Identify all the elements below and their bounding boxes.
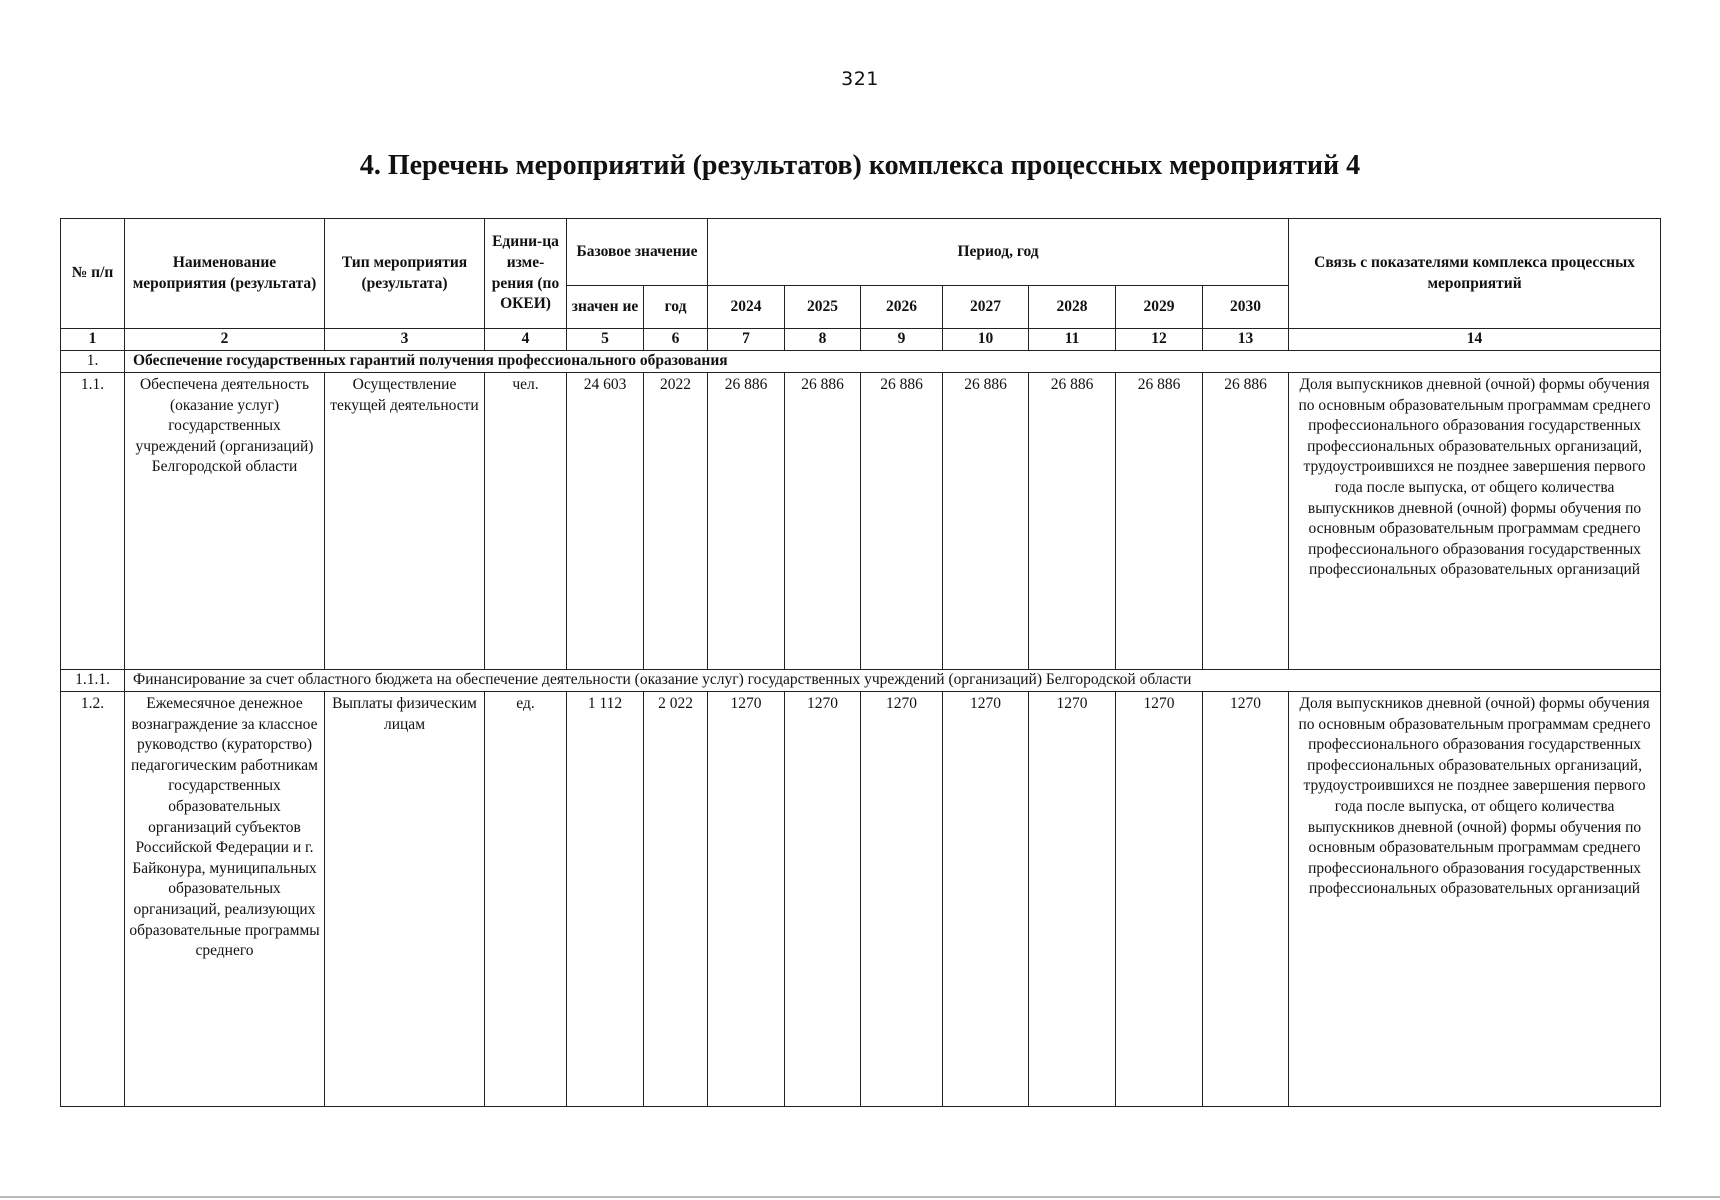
subsection-title: Финансирование за счет областного бюджета на обеспечение деятельности (оказание услуг) государственных учреждений (организаций) Белгородской области (125, 670, 1661, 692)
column-number: 8 (785, 329, 861, 351)
header-year: 2027 (943, 286, 1029, 329)
row-value-2026: 26 886 (861, 373, 943, 670)
header-type: Тип мероприятия (результата) (325, 219, 485, 329)
measures-table (60, 218, 1661, 1107)
column-number: 14 (1289, 329, 1661, 351)
row-value-2030: 26 886 (1203, 373, 1289, 670)
table-row (61, 373, 1661, 670)
header-year: 2025 (785, 286, 861, 329)
header-year: 2024 (708, 286, 785, 329)
page-number: 321 (841, 68, 879, 90)
row-num: 1.1. (61, 373, 125, 670)
header-unit: Едини-ца изме-рения (по ОКЕИ) (485, 219, 567, 329)
column-number-row (61, 329, 1661, 351)
row-base-year: 2 022 (644, 692, 708, 1107)
column-number: 1 (61, 329, 125, 351)
row-value-2026: 1270 (861, 692, 943, 1107)
header-base-value: значен ие (567, 286, 644, 329)
row-type: Выплаты физическим лицам (325, 692, 485, 1107)
column-number: 11 (1029, 329, 1116, 351)
column-number: 13 (1203, 329, 1289, 351)
column-number: 2 (125, 329, 325, 351)
header-link: Связь с показателями комплекса процессных мероприятий (1289, 219, 1661, 329)
row-value-2028: 26 886 (1029, 373, 1116, 670)
row-unit: ед. (485, 692, 567, 1107)
subsection-row (61, 670, 1661, 692)
row-base-year: 2022 (644, 373, 708, 670)
row-value-2029: 1270 (1116, 692, 1203, 1107)
header-year: 2029 (1116, 286, 1203, 329)
row-type: Осуществление текущей деятельности (325, 373, 485, 670)
header-num: № п/п (61, 219, 125, 329)
row-unit: чел. (485, 373, 567, 670)
row-value-2024: 26 886 (708, 373, 785, 670)
scan-edge-line (0, 1196, 1720, 1198)
row-base-value: 1 112 (567, 692, 644, 1107)
column-number: 9 (861, 329, 943, 351)
row-value-2030: 1270 (1203, 692, 1289, 1107)
row-value-2025: 26 886 (785, 373, 861, 670)
header-year: 2028 (1029, 286, 1116, 329)
header-base-year: год (644, 286, 708, 329)
header-period: Период, год (708, 219, 1289, 286)
row-name: Обеспечена деятельность (оказание услуг) государственных учреждений (организаций) Белгородской области (125, 373, 325, 670)
row-value-2025: 1270 (785, 692, 861, 1107)
column-number: 5 (567, 329, 644, 351)
row-link: Доля выпускников дневной (очной) формы обучения по основным образовательным программам среднего профессионального образования государственных профессиональных образовательных организаций, трудоустроившихся не позднее завершения первого года после выпуска, от общего количества выпускников дневной (очной) формы обучения по основным образовательным программам среднего профессионального образования государственных профессиональных образовательных организаций (1289, 373, 1661, 670)
column-number: 12 (1116, 329, 1203, 351)
section-title: Обеспечение государственных гарантий получения профессионального образования (125, 351, 1661, 373)
row-value-2024: 1270 (708, 692, 785, 1107)
header-name: Наименование мероприятия (результата) (125, 219, 325, 329)
row-num: 1.2. (61, 692, 125, 1107)
row-link: Доля выпускников дневной (очной) формы обучения по основным образовательным программам среднего профессионального образования государственных профессиональных образовательных организаций, трудоустроившихся не позднее завершения первого года после выпуска, от общего количества выпускников дневной (очной) формы обучения по основным образовательным программам среднего профессионального образования государственных профессиональных образовательных организаций (1289, 692, 1661, 1107)
column-number: 4 (485, 329, 567, 351)
header-row-top (61, 219, 1661, 286)
row-value-2027: 26 886 (943, 373, 1029, 670)
row-base-value: 24 603 (567, 373, 644, 670)
section-row (61, 351, 1661, 373)
column-number: 6 (644, 329, 708, 351)
row-value-2029: 26 886 (1116, 373, 1203, 670)
column-number: 3 (325, 329, 485, 351)
subsection-num: 1.1.1. (61, 670, 125, 692)
column-number: 10 (943, 329, 1029, 351)
document-title: 4. Перечень мероприятий (результатов) комплекса процессных мероприятий 4 (359, 150, 1361, 181)
header-base: Базовое значение (567, 219, 708, 286)
header-year: 2026 (861, 286, 943, 329)
row-name: Ежемесячное денежное вознаграждение за классное руководство (кураторство) педагогическим работникам государственных образовательных организаций субъектов Российской Федерации и г. Байконура, муниципальных образовательных организаций, реализующих образовательные программы среднего (125, 692, 325, 1107)
table-row (61, 692, 1661, 1107)
column-number: 7 (708, 329, 785, 351)
section-num: 1. (61, 351, 125, 373)
header-year: 2030 (1203, 286, 1289, 329)
row-value-2027: 1270 (943, 692, 1029, 1107)
row-value-2028: 1270 (1029, 692, 1116, 1107)
